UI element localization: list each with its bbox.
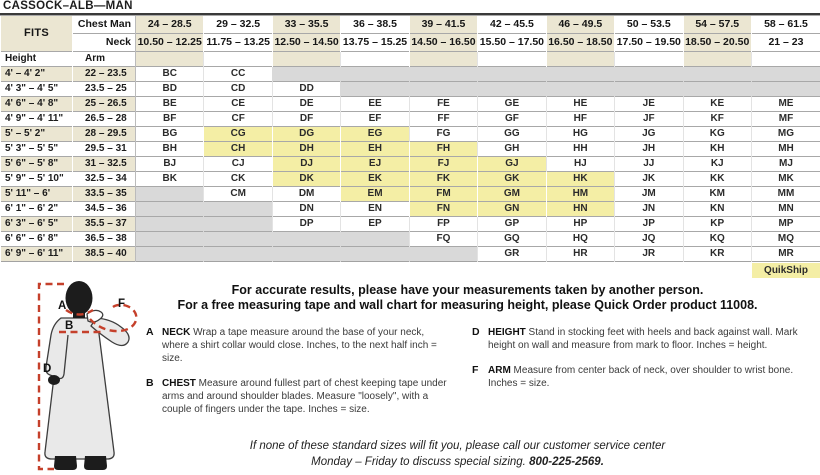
neck-range-header: 10.50 – 12.25: [136, 34, 204, 52]
size-cell-unavailable: [341, 67, 409, 82]
size-cell: CE: [204, 97, 272, 112]
size-cell: MK: [751, 172, 820, 187]
neck-range-header: 14.50 – 16.50: [409, 34, 477, 52]
size-cell: KG: [683, 127, 751, 142]
chest-range-header: 33 – 35.5: [272, 16, 340, 34]
size-cell: JH: [615, 142, 683, 157]
size-cell: MN: [751, 202, 820, 217]
size-cell-quikship: EK: [341, 172, 409, 187]
special-sizing-notice: [95, 438, 820, 470]
size-cell: KF: [683, 112, 751, 127]
height-range-label: 6' 6" – 6' 8": [1, 232, 73, 247]
size-cell: FP: [409, 217, 477, 232]
fits-header: FITS: [1, 16, 73, 52]
spacer-cell: [341, 52, 409, 67]
size-cell-unavailable: [136, 217, 204, 232]
neck-range-header: 21 – 23: [751, 34, 820, 52]
lower-content: [0, 278, 820, 475]
arm-range-label: 25 – 26.5: [73, 97, 136, 112]
size-cell: KQ: [683, 232, 751, 247]
size-cell-unavailable: [683, 82, 751, 97]
size-cell: CD: [204, 82, 272, 97]
quikship-legend: QuikShip: [752, 263, 820, 278]
size-cell-quikship: EM: [341, 187, 409, 202]
measuring-figure-illustration: [2, 278, 144, 474]
size-cell-unavailable: [341, 82, 409, 97]
arm-range-label: 29.5 – 31: [73, 142, 136, 157]
arm-range-label: 23.5 – 25: [73, 82, 136, 97]
size-cell-quikship: FM: [409, 187, 477, 202]
size-cell-unavailable: [341, 232, 409, 247]
size-cell-quikship: FN: [409, 202, 477, 217]
size-cell: JF: [615, 112, 683, 127]
chest-row-label: Chest Man: [73, 16, 136, 34]
instruction-text: NECK Wrap a tape measure around the base of your neck, where a shirt collar would close. Inches, to the next half inch = size.: [162, 327, 437, 364]
arm-range-label: 34.5 – 36: [73, 202, 136, 217]
size-cell-unavailable: [204, 217, 272, 232]
size-cell-unavailable: [615, 82, 683, 97]
measuring-instructions: [146, 326, 806, 428]
size-table: [0, 15, 820, 262]
size-cell: JJ: [615, 157, 683, 172]
height-range-label: 5' – 5' 2": [1, 127, 73, 142]
instruction-letter: B: [146, 377, 154, 389]
size-cell: KM: [683, 187, 751, 202]
neck-range-header: 15.50 – 17.50: [478, 34, 546, 52]
spacer-cell: [409, 52, 477, 67]
note-line-2: For a free measuring tape and wall chart for measuring height, please Quick Order product 11008.: [177, 298, 758, 312]
size-cell-quikship: FH: [409, 142, 477, 157]
size-cell-quikship: EH: [341, 142, 409, 157]
size-cell: GF: [478, 112, 546, 127]
spacer-cell: [204, 52, 272, 67]
chest-range-header: 54 – 57.5: [683, 16, 751, 34]
size-cell-quikship: EG: [341, 127, 409, 142]
size-cell: KJ: [683, 157, 751, 172]
size-cell: CC: [204, 67, 272, 82]
size-cell: DD: [272, 82, 340, 97]
size-cell-unavailable: [478, 67, 546, 82]
instruction-letter: F: [472, 364, 479, 376]
size-cell-quikship: DG: [272, 127, 340, 142]
size-cell: HG: [546, 127, 614, 142]
size-cell: HF: [546, 112, 614, 127]
instructions-right-column: [472, 326, 806, 428]
chest-range-header: 39 – 41.5: [409, 16, 477, 34]
instruction-chest: [146, 377, 452, 416]
size-cell-unavailable: [341, 247, 409, 262]
size-cell: BC: [136, 67, 204, 82]
size-cell-quikship: CG: [204, 127, 272, 142]
size-cell-quikship: FK: [409, 172, 477, 187]
note-line-1: For accurate results, please have your measurements taken by another person.: [231, 283, 704, 297]
size-cell: DM: [272, 187, 340, 202]
size-cell-quikship: HN: [546, 202, 614, 217]
instruction-neck: [146, 326, 452, 365]
size-cell: GG: [478, 127, 546, 142]
neck-range-header: 12.50 – 14.50: [272, 34, 340, 52]
chest-range-header: 36 – 38.5: [341, 16, 409, 34]
size-cell: GR: [478, 247, 546, 262]
size-cell-quikship: HK: [546, 172, 614, 187]
size-cell: HQ: [546, 232, 614, 247]
arm-range-label: 31 – 32.5: [73, 157, 136, 172]
height-range-label: 6' 1" – 6' 2": [1, 202, 73, 217]
size-cell-unavailable: [204, 202, 272, 217]
size-cell: FF: [409, 112, 477, 127]
height-range-label: 4' – 4' 2": [1, 67, 73, 82]
height-range-label: 6' 9" – 6' 11": [1, 247, 73, 262]
footer-line-2: Monday – Friday to discuss special sizing. 800-225-2569.: [311, 456, 604, 468]
height-range-label: 5' 9" – 5' 10": [1, 172, 73, 187]
size-cell-quikship: GJ: [478, 157, 546, 172]
size-cell: JG: [615, 127, 683, 142]
size-cell: KK: [683, 172, 751, 187]
arm-range-label: 26.5 – 28: [73, 112, 136, 127]
size-cell: CJ: [204, 157, 272, 172]
chest-range-header: 29 – 32.5: [204, 16, 272, 34]
height-range-label: 4' 9" – 4' 11": [1, 112, 73, 127]
spacer-cell: [751, 52, 820, 67]
size-cell: BG: [136, 127, 204, 142]
arm-range-label: 38.5 – 40: [73, 247, 136, 262]
instruction-term: CHEST: [162, 378, 196, 389]
size-cell: HP: [546, 217, 614, 232]
size-cell-unavailable: [546, 67, 614, 82]
size-cell: MH: [751, 142, 820, 157]
instruction-letter: D: [472, 326, 480, 338]
left-hand: [48, 375, 60, 385]
size-cell-unavailable: [136, 202, 204, 217]
size-cell-quikship: EJ: [341, 157, 409, 172]
height-range-label: 4' 6" – 4' 8": [1, 97, 73, 112]
size-cell-unavailable: [272, 247, 340, 262]
arm-range-label: 36.5 – 38: [73, 232, 136, 247]
spacer-cell: [615, 52, 683, 67]
measurement-notes: [140, 278, 795, 313]
size-cell: JK: [615, 172, 683, 187]
footer-line-1: If none of these standard sizes will fit you, please call our customer service center: [249, 440, 666, 452]
arm-range-label: 33.5 – 35: [73, 187, 136, 202]
size-cell: KR: [683, 247, 751, 262]
height-range-label: 6' 3" – 6' 5": [1, 217, 73, 232]
size-cell: JM: [615, 187, 683, 202]
chest-range-header: 50 – 53.5: [615, 16, 683, 34]
chest-range-header: 58 – 61.5: [751, 16, 820, 34]
size-cell-unavailable: [136, 187, 204, 202]
arm-range-label: 22 – 23.5: [73, 67, 136, 82]
size-cell-quikship: DJ: [272, 157, 340, 172]
size-cell: ME: [751, 97, 820, 112]
instruction-text: CHEST Measure around fullest part of chest keeping tape under arms and around shoulder blades. Measure "loosely", with a couple of fingers under the tape. Inches = size.: [162, 378, 447, 415]
neck-range-header: 11.75 – 13.25: [204, 34, 272, 52]
size-cell-quikship: GN: [478, 202, 546, 217]
size-cell: DF: [272, 112, 340, 127]
size-cell: DP: [272, 217, 340, 232]
size-cell: CK: [204, 172, 272, 187]
spacer-cell: [136, 52, 204, 67]
figure-label-a: A: [58, 300, 67, 312]
height-range-label: 5' 3" – 5' 5": [1, 142, 73, 157]
size-cell-unavailable: [409, 67, 477, 82]
size-cell: JE: [615, 97, 683, 112]
size-cell-unavailable: [683, 67, 751, 82]
instruction-letter: A: [146, 326, 154, 338]
instruction-height: [472, 326, 806, 352]
size-cell: GP: [478, 217, 546, 232]
size-cell: JR: [615, 247, 683, 262]
chest-range-header: 42 – 45.5: [478, 16, 546, 34]
instructions-left-column: [146, 326, 452, 428]
size-cell: MJ: [751, 157, 820, 172]
size-cell-unavailable: [136, 247, 204, 262]
size-cell: EE: [341, 97, 409, 112]
size-cell-unavailable: [204, 247, 272, 262]
size-cell: EP: [341, 217, 409, 232]
size-cell: HJ: [546, 157, 614, 172]
size-cell: GQ: [478, 232, 546, 247]
size-cell: MP: [751, 217, 820, 232]
size-cell: DE: [272, 97, 340, 112]
size-cell: MR: [751, 247, 820, 262]
size-cell-unavailable: [546, 82, 614, 97]
customer-service-phone: 800-225-2569.: [529, 456, 604, 468]
size-cell: CM: [204, 187, 272, 202]
instruction-text: ARM Measure from center back of neck, over shoulder to wrist bone. Inches = size.: [488, 365, 794, 389]
size-cell-quikship: GK: [478, 172, 546, 187]
size-cell: HR: [546, 247, 614, 262]
size-cell-quikship: CH: [204, 142, 272, 157]
figure-label-f: F: [118, 298, 126, 310]
page-title: CASSOCK–ALB—MAN: [0, 0, 820, 15]
size-cell: GE: [478, 97, 546, 112]
arm-range-label: 28 – 29.5: [73, 127, 136, 142]
instruction-arm: [472, 364, 806, 390]
size-cell: JP: [615, 217, 683, 232]
arm-range-label: 32.5 – 34: [73, 172, 136, 187]
figure-label-b: B: [65, 320, 74, 332]
instruction-text: HEIGHT Stand in stocking feet with heels and back against wall. Mark height on wall and measure from mark to floor. Inches = height.: [488, 327, 798, 351]
size-cell: BK: [136, 172, 204, 187]
spacer-cell: [683, 52, 751, 67]
chest-range-header: 46 – 49.5: [546, 16, 614, 34]
size-cell: KN: [683, 202, 751, 217]
size-cell: EF: [341, 112, 409, 127]
size-cell: KH: [683, 142, 751, 157]
spacer-cell: [478, 52, 546, 67]
figure-label-d: D: [43, 363, 52, 375]
spacer-cell: [272, 52, 340, 67]
size-cell-quikship: DH: [272, 142, 340, 157]
size-cell: GH: [478, 142, 546, 157]
size-cell: BJ: [136, 157, 204, 172]
instruction-term: HEIGHT: [488, 327, 526, 338]
size-cell: JQ: [615, 232, 683, 247]
size-cell: MG: [751, 127, 820, 142]
size-cell: MF: [751, 112, 820, 127]
size-cell-unavailable: [136, 232, 204, 247]
neck-range-header: 18.50 – 20.50: [683, 34, 751, 52]
left-shoe: [54, 456, 77, 470]
instruction-term: ARM: [488, 365, 511, 376]
size-cell: JN: [615, 202, 683, 217]
size-cell: MM: [751, 187, 820, 202]
size-cell-quikship: DK: [272, 172, 340, 187]
size-cell: BF: [136, 112, 204, 127]
size-cell-unavailable: [204, 232, 272, 247]
size-cell-unavailable: [272, 232, 340, 247]
chest-range-header: 24 – 28.5: [136, 16, 204, 34]
neck-range-header: 16.50 – 18.50: [546, 34, 614, 52]
height-column-label: Height: [1, 52, 73, 67]
height-range-label: 5' 6" – 5' 8": [1, 157, 73, 172]
size-cell: BH: [136, 142, 204, 157]
size-cell-quikship: HM: [546, 187, 614, 202]
size-cell: EN: [341, 202, 409, 217]
neck-range-header: 17.50 – 19.50: [615, 34, 683, 52]
neck-row-label: Neck: [73, 34, 136, 52]
size-cell: DN: [272, 202, 340, 217]
size-cell-quikship: FJ: [409, 157, 477, 172]
size-cell: FG: [409, 127, 477, 142]
size-cell: HH: [546, 142, 614, 157]
size-cell: KE: [683, 97, 751, 112]
size-cell-quikship: GM: [478, 187, 546, 202]
instruction-term: NECK: [162, 327, 191, 338]
quikship-legend-row: [0, 262, 820, 278]
size-cell-unavailable: [409, 82, 477, 97]
height-range-label: 4' 3" – 4' 5": [1, 82, 73, 97]
size-cell: HE: [546, 97, 614, 112]
size-cell-unavailable: [615, 67, 683, 82]
size-cell-unavailable: [478, 82, 546, 97]
size-cell-unavailable: [409, 247, 477, 262]
right-shoe: [84, 456, 107, 470]
size-cell: FQ: [409, 232, 477, 247]
size-cell: CF: [204, 112, 272, 127]
size-cell-unavailable: [272, 67, 340, 82]
size-cell: BE: [136, 97, 204, 112]
size-cell-unavailable: [751, 67, 820, 82]
neck-range-header: 13.75 – 15.25: [341, 34, 409, 52]
arm-column-label: Arm: [73, 52, 136, 67]
arm-range-label: 35.5 – 37: [73, 217, 136, 232]
size-cell: KP: [683, 217, 751, 232]
size-cell-unavailable: [751, 82, 820, 97]
size-cell: MQ: [751, 232, 820, 247]
size-cell: BD: [136, 82, 204, 97]
spacer-cell: [546, 52, 614, 67]
size-cell: FE: [409, 97, 477, 112]
height-range-label: 5' 11" – 6': [1, 187, 73, 202]
